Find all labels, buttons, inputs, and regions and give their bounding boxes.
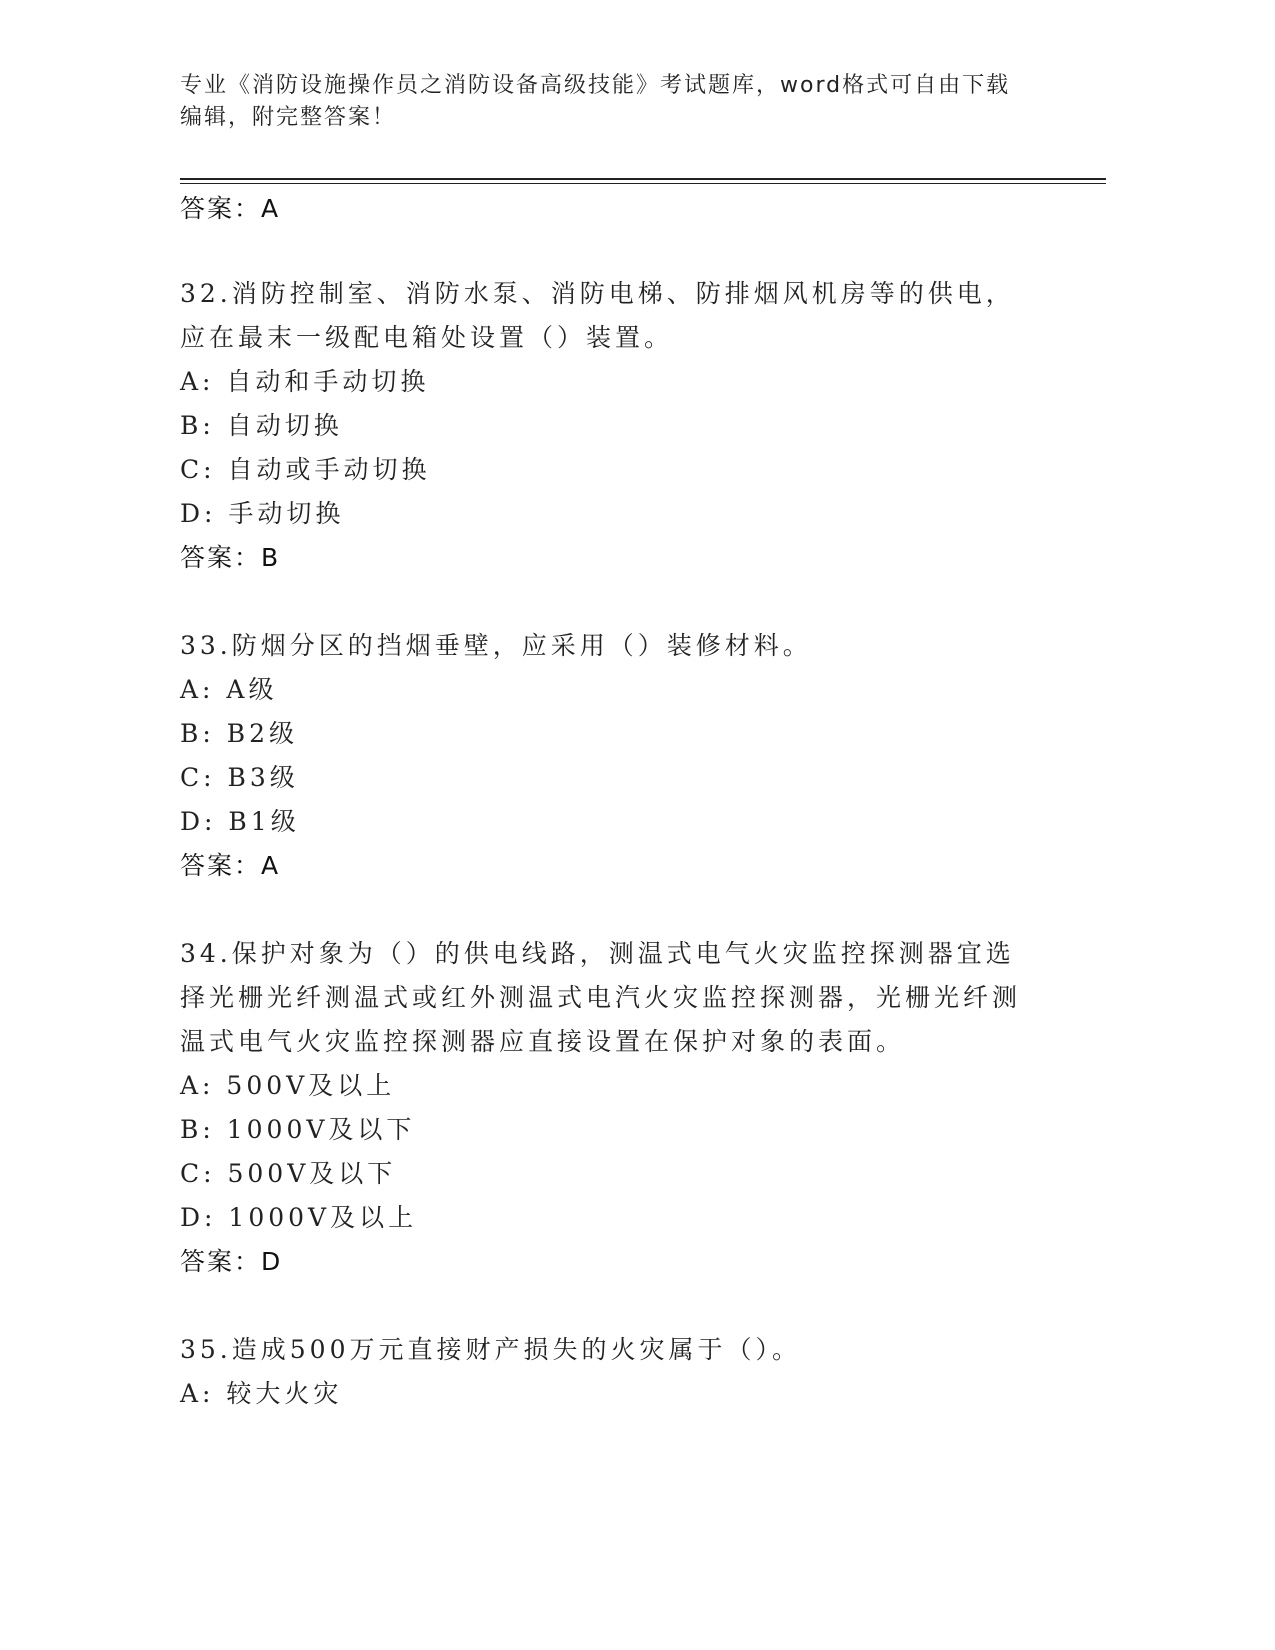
header-text: 专业《消防设施操作员之消防设备高级技能》考试题库，word格式可自由下载编辑，附完整答案！ — [180, 73, 1011, 130]
question-text: 保护对象为（）的供电线路，测温式电气火灾监控探测器宜选择光栅光纤测温式或红外测温式电汽火灾监控探测器，光栅光纤测温式电气火灾监控探测器应直接设置在保护对象的表面。 — [180, 939, 1022, 1056]
option-c: C: 500V及以下 — [180, 1159, 397, 1188]
spacer — [180, 228, 1040, 272]
question-stem — [180, 272, 1040, 360]
question-number: 33. — [180, 631, 232, 660]
question-stem — [180, 932, 1040, 1064]
question-block — [180, 272, 1040, 580]
spacer — [180, 580, 1040, 624]
question-number: 35. — [180, 1335, 232, 1364]
spacer — [180, 888, 1040, 932]
option-a: A: A级 — [180, 675, 278, 704]
option-c: C: 自动或手动切换 — [180, 455, 431, 484]
answer-label: 答案：A — [180, 194, 281, 223]
question-text: 消防控制室、消防水泵、消防电梯、防排烟风机房等的供电，应在最末一级配电箱处设置（）装置。 — [180, 279, 1015, 352]
option-d: D: B1级 — [180, 807, 300, 836]
question-block — [180, 1328, 1040, 1416]
option-b: B: 1000V及以下 — [180, 1115, 416, 1144]
option-b: B: B2级 — [180, 719, 299, 748]
option-a: A: 500V及以上 — [180, 1071, 396, 1100]
question-number: 32. — [180, 279, 232, 308]
answer-label: 答案：B — [180, 543, 281, 572]
question-text: 防烟分区的挡烟垂壁，应采用（）装修材料。 — [231, 631, 812, 660]
option-d: D: 手动切换 — [180, 499, 345, 528]
question-number: 34. — [180, 939, 232, 968]
option-a: A: 较大火灾 — [180, 1379, 343, 1408]
option-b: B: 自动切换 — [180, 411, 343, 440]
header-divider — [180, 178, 1106, 180]
question-stem — [180, 624, 1040, 668]
document-header — [180, 70, 1030, 134]
question-list — [180, 190, 1040, 1416]
spacer — [180, 1284, 1040, 1328]
option-a: A: 自动和手动切换 — [180, 367, 430, 396]
question-block — [180, 624, 1040, 888]
header-divider-thin — [180, 183, 1106, 184]
option-d: D: 1000V及以上 — [180, 1203, 418, 1232]
option-c: C: B3级 — [180, 763, 299, 792]
question-stem — [180, 1328, 1040, 1372]
answer-label: 答案：D — [180, 1247, 283, 1276]
answer-label: 答案：A — [180, 851, 281, 880]
question-text: 造成500万元直接财产损失的火灾属于（）。 — [231, 1335, 801, 1364]
question-block — [180, 932, 1040, 1284]
